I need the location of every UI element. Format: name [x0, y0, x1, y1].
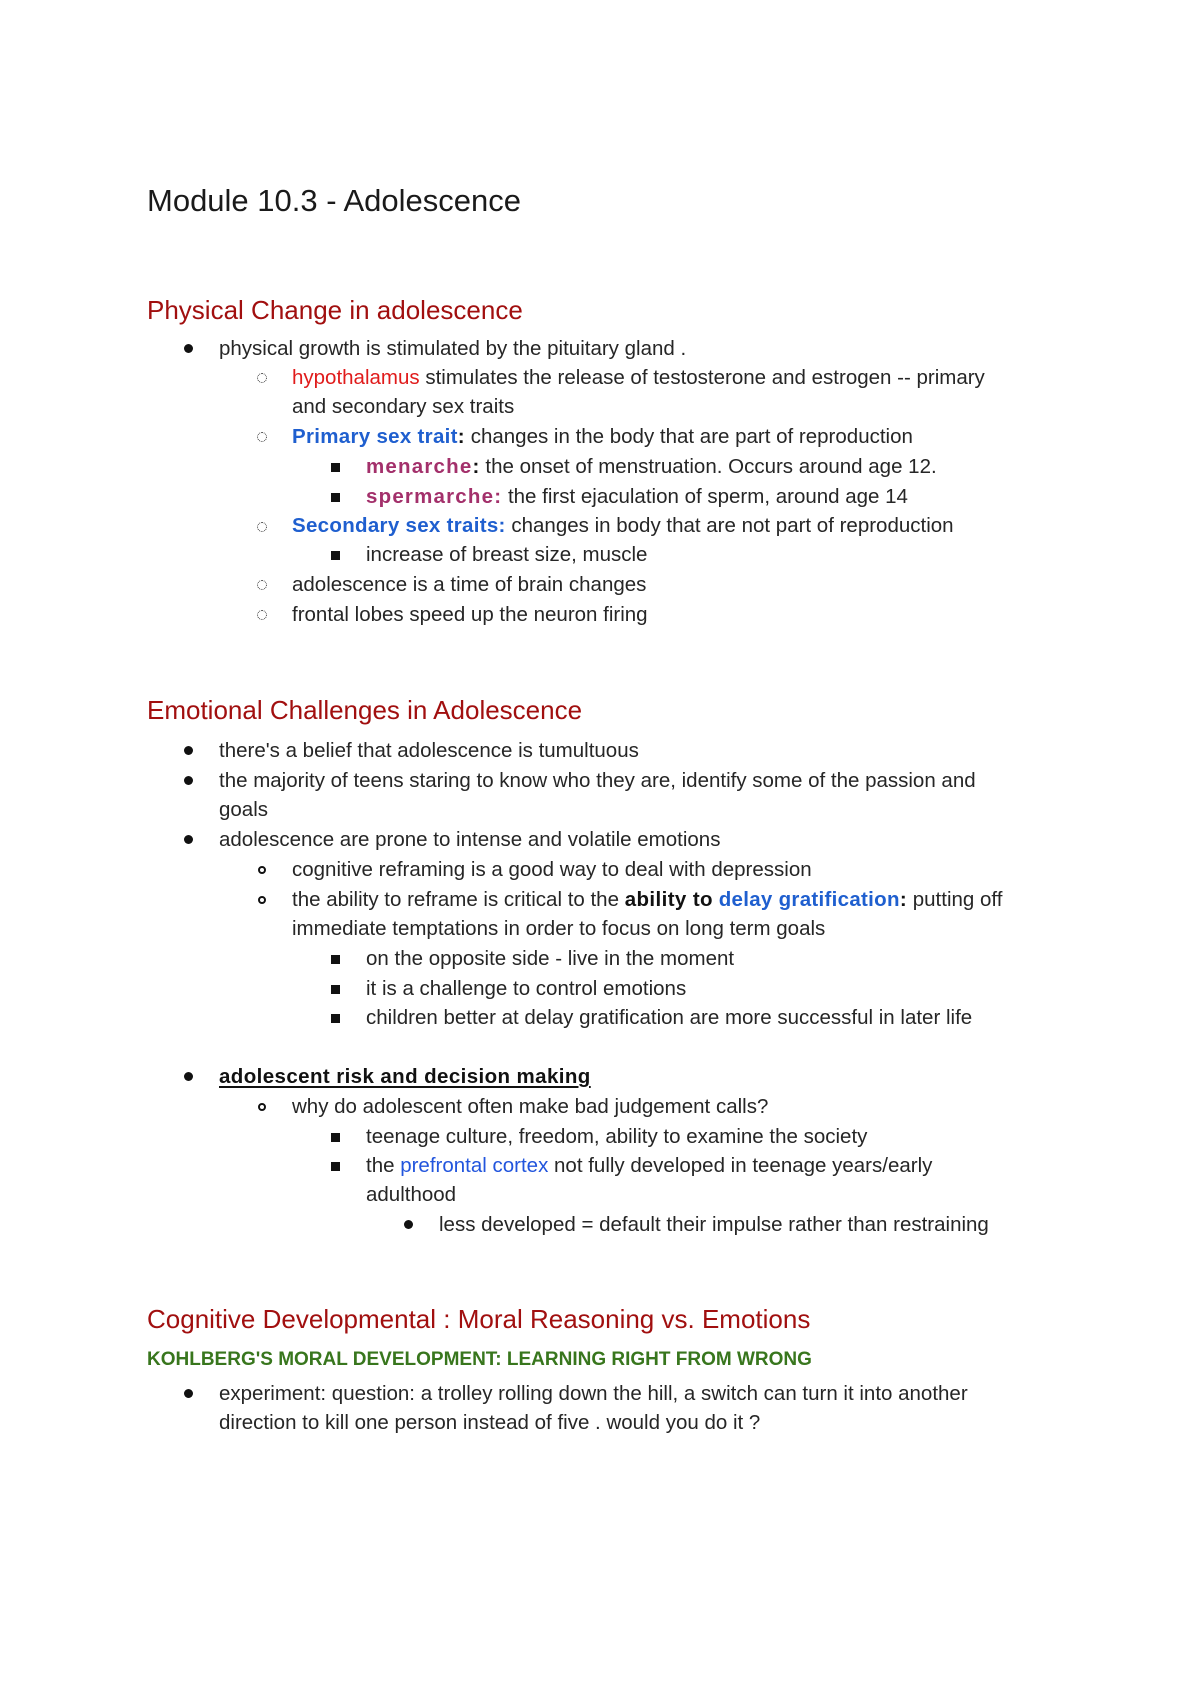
term-menarche: menarche	[366, 455, 473, 478]
list-item	[219, 1062, 591, 1092]
bullet-icon	[331, 955, 340, 964]
list-item: increase of breast size, muscle	[366, 543, 648, 566]
bullet-icon	[257, 373, 267, 383]
bullet-icon	[258, 1103, 266, 1111]
list-item-continuation: goals	[219, 798, 269, 821]
bullet-icon	[258, 896, 266, 904]
term-primary-sex-trait: Primary sex trait	[292, 425, 458, 448]
bullet-icon	[331, 985, 340, 994]
term-ability-to: ability to	[624, 888, 713, 911]
subheading-risk: adolescent risk and decision making	[219, 1065, 591, 1088]
list-item: hypothalamus stimulates the release of testosterone and estrogen -- primary	[292, 366, 985, 389]
bullet-icon	[184, 746, 193, 755]
term-delay-gratification: delay gratification	[718, 888, 900, 911]
bullet-icon	[258, 866, 266, 874]
section-heading-emotional: Emotional Challenges in Adolescence	[147, 695, 583, 725]
section-heading-cognitive: Cognitive Developmental : Moral Reasoning vs. Emotions	[147, 1304, 811, 1334]
bullet-icon	[331, 463, 340, 472]
bullet-icon	[404, 1220, 413, 1229]
list-item-continuation: adulthood	[366, 1183, 457, 1206]
term-hypothalamus: hypothalamus	[292, 366, 420, 389]
section-heading-physical: Physical Change in adolescence	[147, 295, 523, 325]
bullet-icon	[184, 344, 193, 353]
list-item: the prefrontal cortex not fully developed in teenage years/early	[366, 1154, 933, 1177]
section-subheading-kohlberg: KOHLBERG'S MORAL DEVELOPMENT: LEARNING RIGHT FROM WRONG	[147, 1349, 812, 1370]
bullet-icon	[184, 835, 193, 844]
list-item-continuation: immediate temptations in order to focus on long term goals	[292, 917, 826, 940]
list-item: it is a challenge to control emotions	[366, 977, 687, 1000]
list-item: spermarche: the first ejaculation of sperm, around age 14	[366, 485, 908, 508]
list-item: Secondary sex traits: changes in body that are not part of reproduction	[292, 514, 954, 537]
list-item-continuation: direction to kill one person instead of five . would you do it ?	[219, 1411, 761, 1434]
list-item: frontal lobes speed up the neuron firing	[292, 603, 648, 626]
bullet-icon	[184, 1072, 193, 1081]
bullet-icon	[184, 776, 193, 785]
list-item: the majority of teens staring to know who they are, identify some of the passion and	[219, 769, 976, 792]
bullet-icon	[184, 1389, 193, 1398]
bullet-icon	[257, 610, 267, 620]
list-item: menarche: the onset of menstruation. Occurs around age 12.	[366, 455, 937, 478]
list-item: teenage culture, freedom, ability to examine the society	[366, 1125, 868, 1148]
list-item: why do adolescent often make bad judgement calls?	[292, 1095, 769, 1118]
bullet-icon	[331, 493, 340, 502]
bullet-icon	[331, 1133, 340, 1142]
bullet-icon	[331, 551, 340, 560]
term-prefrontal-cortex: prefrontal cortex	[400, 1154, 549, 1177]
bullet-icon	[331, 1162, 340, 1171]
list-item: less developed = default their impulse rather than restraining	[439, 1213, 989, 1236]
list-item: on the opposite side - live in the moment	[366, 947, 735, 970]
list-item: children better at delay gratification are more successful in later life	[366, 1006, 973, 1029]
list-item: experiment: question: a trolley rolling down the hill, a switch can turn it into another	[219, 1382, 968, 1405]
bullet-icon	[257, 432, 267, 442]
list-item: adolescence is a time of brain changes	[292, 573, 647, 596]
list-item: cognitive reframing is a good way to deal with depression	[292, 858, 812, 881]
term-secondary-sex-traits: Secondary sex traits:	[292, 514, 506, 537]
page-title: Module 10.3 - Adolescence	[147, 183, 521, 218]
list-item: the ability to reframe is critical to the ability to delay gratification: putting off	[292, 888, 1003, 911]
list-item: Primary sex trait: changes in the body that are part of reproduction	[292, 425, 913, 448]
list-item-continuation: and secondary sex traits	[292, 395, 515, 418]
bullet-icon	[257, 522, 267, 532]
list-item: there's a belief that adolescence is tumultuous	[219, 739, 639, 762]
list-item: adolescence are prone to intense and volatile emotions	[219, 828, 721, 851]
list-item: physical growth is stimulated by the pituitary gland .	[219, 337, 687, 360]
term-spermarche: spermarche:	[366, 485, 503, 508]
bullet-icon	[331, 1014, 340, 1023]
bullet-icon	[257, 580, 267, 590]
